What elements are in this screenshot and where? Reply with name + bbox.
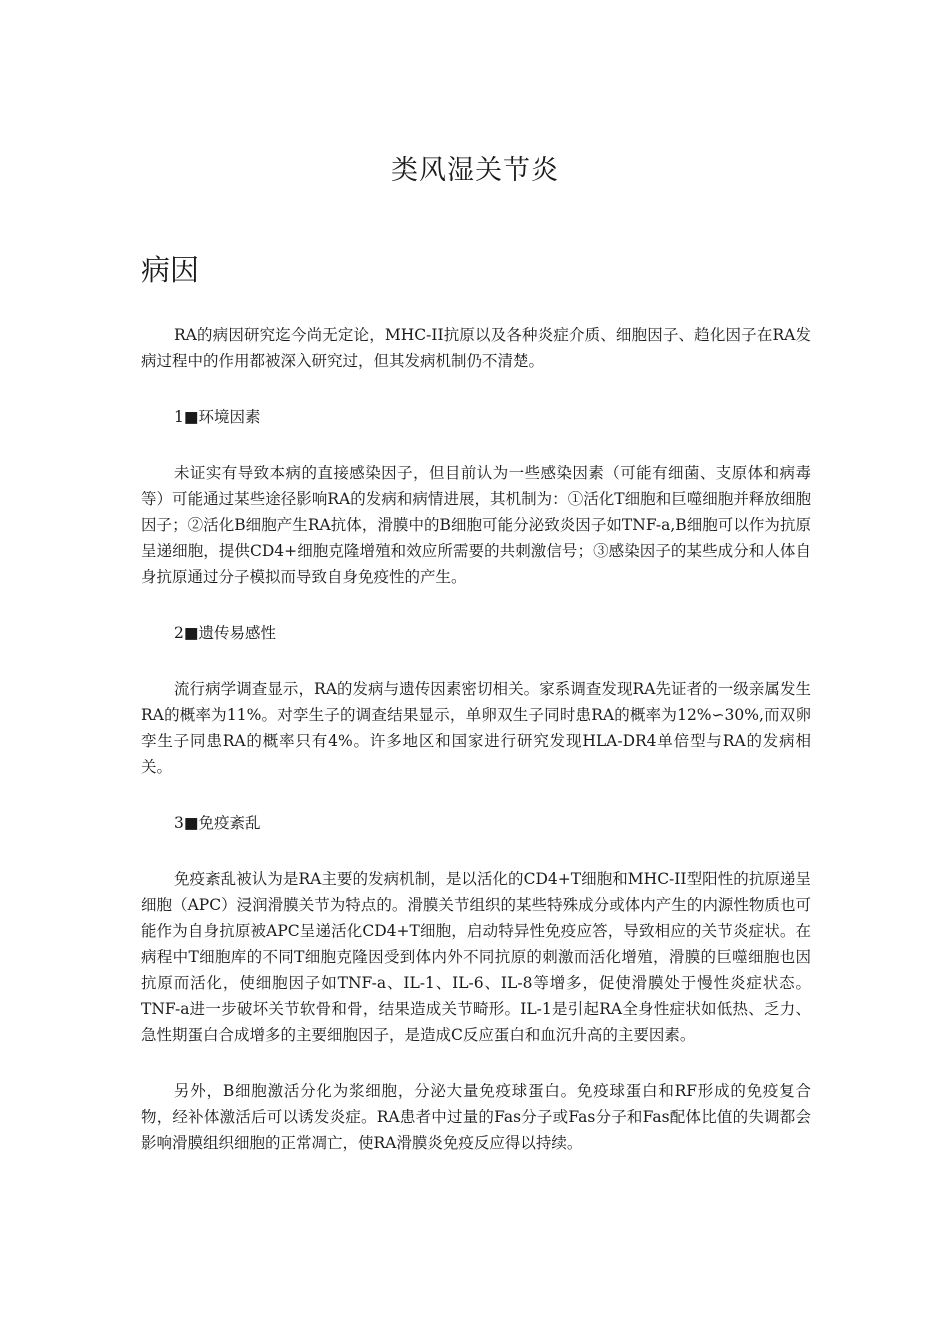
- subheading-environment: 1■环境因素: [174, 408, 261, 426]
- subheading-immune: 3■免疫紊乱: [174, 814, 261, 832]
- paragraph-immune-2: 另外，B细胞激活分化为浆细胞，分泌大量免疫球蛋白。免疫球蛋白和RF形成的免疫复合物，经补体激活后可以诱发炎症。RA患者中过量的Fas分子或Fas分子和Fas配体比值的失调都会影响滑膜组织细胞的正常凋亡，使RA滑膜炎免疫反应得以持续。: [141, 1082, 811, 1152]
- document-body: [141, 322, 811, 1186]
- intro-paragraph: RA的病因研究迄今尚无定论，MHC-II抗原以及各种炎症介质、细胞因子、趋化因子在RA发病过程中的作用都被深入研究过，但其发病机制仍不清楚。: [141, 326, 811, 370]
- paragraph-environment: 未证实有导致本病的直接感染因子，但目前认为一些感染因素（可能有细菌、支原体和病毒等）可能通过某些途径影响RA的发病和病情进展，其机制为：①活化T细胞和巨噬细胞并释放细胞因子；②活化B细胞产生RA抗体，滑膜中的B细胞可能分泌致炎因子如TNF-a,B细胞可以作为抗原呈递细胞，提供CD4+细胞克隆增殖和效应所需要的共刺激信号；③感染因子的某些成分和人体自身抗原通过分子模拟而导致自身免疫性的产生。: [141, 464, 811, 586]
- paragraph-immune-1: 免疫紊乱被认为是RA主要的发病机制，是以活化的CD4+T细胞和MHC-II型阳性的抗原递呈细胞（APC）浸润滑膜关节为特点的。滑膜关节组织的某些特殊成分或体内产生的内源性物质也可能作为自身抗原被APC呈递活化CD4+T细胞，启动特异性免疫应答，导致相应的关节炎症状。在病程中T细胞库的不同T细胞克隆因受到体内外不同抗原的刺激而活化增殖，滑膜的巨噬细胞也因抗原而活化，使细胞因子如TNF-a、IL-1、IL-6、IL-8等增多，促使滑膜处于慢性炎症状态。TNF-a进一步破坏关节软骨和骨，结果造成关节畸形。IL-1是引起RA全身性症状如低热、乏力、急性期蛋白合成增多的主要细胞因子，是造成C反应蛋白和血沉升高的主要因素。: [141, 870, 811, 1044]
- paragraph-genetics: 流行病学调查显示，RA的发病与遗传因素密切相关。家系调查发现RA先证者的一级亲属发生RA的概率为11%。对孪生子的调查结果显示，单卵双生子同时患RA的概率为12%∽30%,而双卵孪生子同患RA的概率只有4%。许多地区和国家进行研究发现HLA-DR4单倍型与RA的发病相关。: [141, 680, 811, 776]
- document-title: 类风湿关节炎: [391, 155, 559, 186]
- subheading-genetics: 2■遗传易感性: [174, 624, 277, 642]
- section-heading: 病因: [141, 253, 200, 287]
